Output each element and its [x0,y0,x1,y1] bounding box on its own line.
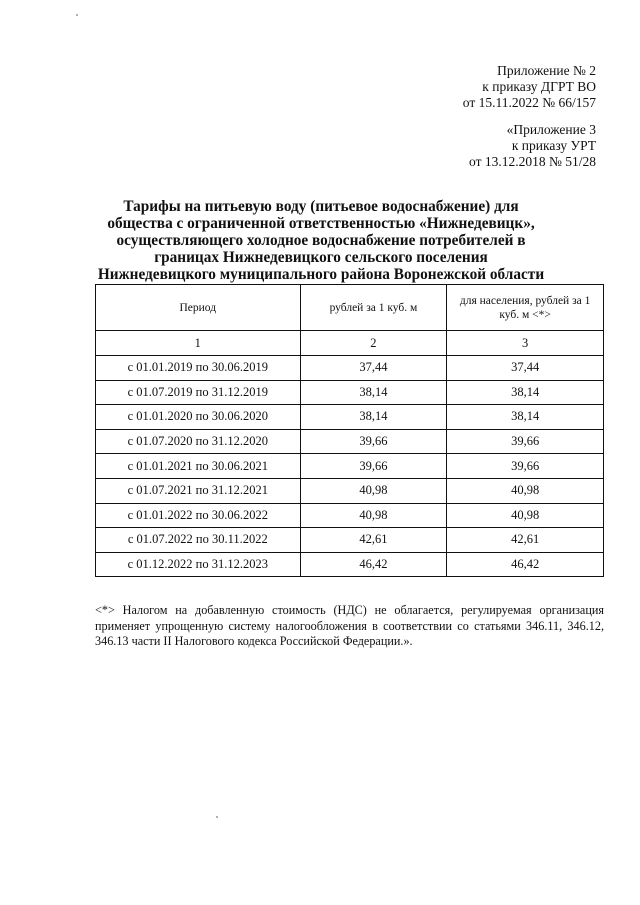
column-number: 1 [96,331,301,356]
footnote: <*> Налогом на добавленную стоимость (НДС) не облагается, регулируемая организация применяет упрощенную систему налогообложения в соответствии со статьями 346.11, 346.12, 346.13 части II Налогового кодекса Российской Федерации.». [95,603,604,648]
period-cell: с 01.01.2022 по 30.06.2022 [96,503,301,528]
period-cell: с 01.07.2020 по 31.12.2020 [96,429,301,454]
price-cell: 40,98 [300,503,447,528]
table-header-row [96,285,604,331]
population-price-cell: 46,42 [447,552,604,577]
scan-speck [216,816,218,818]
appendix-line: «Приложение 3 [506,122,596,137]
column-header-period: Период [96,285,301,331]
document-title: Тарифы на питьевую воду (питьевое водоснабжение) для общества с ограниченной ответственностью «Нижнедевицк», осуществляющего холодное водоснабжение потребителей в границах Нижнедевицкого сельского поселения Нижнедевицкого муниципального района Воронежской области [97,198,545,283]
period-cell: с 01.07.2019 по 31.12.2019 [96,380,301,405]
appendix-line: от 15.11.2022 № 66/157 [462,95,596,110]
price-cell: 46,42 [300,552,447,577]
population-price-cell: 39,66 [447,429,604,454]
table-row [96,528,604,553]
period-cell: с 01.01.2019 по 30.06.2019 [96,356,301,381]
table-row [96,380,604,405]
price-cell: 38,14 [300,380,447,405]
population-price-cell: 38,14 [447,380,604,405]
population-price-cell: 42,61 [447,528,604,553]
column-number: 2 [300,331,447,356]
period-cell: с 01.01.2021 по 30.06.2021 [96,454,301,479]
column-number-row [96,331,604,356]
population-price-cell: 40,98 [447,478,604,503]
table-row [96,552,604,577]
table-row [96,503,604,528]
table-row [96,478,604,503]
appendix-header [463,63,596,111]
scan-speck [76,14,78,16]
period-cell: с 01.12.2022 по 31.12.2023 [96,552,301,577]
column-number: 3 [447,331,604,356]
table-row [96,454,604,479]
column-header-population-price: для населения, рублей за 1 куб. м <*> [447,285,604,331]
appendix-line: к приказу ДГРТ ВО [482,79,596,94]
price-cell: 42,61 [300,528,447,553]
tariff-table [95,284,604,577]
price-cell: 40,98 [300,478,447,503]
population-price-cell: 39,66 [447,454,604,479]
appendix-line: от 13.12.2018 № 51/28 [469,154,596,169]
column-header-price: рублей за 1 куб. м [300,285,447,331]
table-row [96,429,604,454]
table-row [96,356,604,381]
price-cell: 37,44 [300,356,447,381]
population-price-cell: 40,98 [447,503,604,528]
price-cell: 39,66 [300,454,447,479]
previous-appendix-header [469,122,596,170]
appendix-line: Приложение № 2 [497,63,596,78]
price-cell: 39,66 [300,429,447,454]
period-cell: с 01.01.2020 по 30.06.2020 [96,405,301,430]
period-cell: с 01.07.2021 по 31.12.2021 [96,478,301,503]
population-price-cell: 37,44 [447,356,604,381]
table-row [96,405,604,430]
price-cell: 38,14 [300,405,447,430]
population-price-cell: 38,14 [447,405,604,430]
appendix-line: к приказу УРТ [511,138,596,153]
period-cell: с 01.07.2022 по 30.11.2022 [96,528,301,553]
